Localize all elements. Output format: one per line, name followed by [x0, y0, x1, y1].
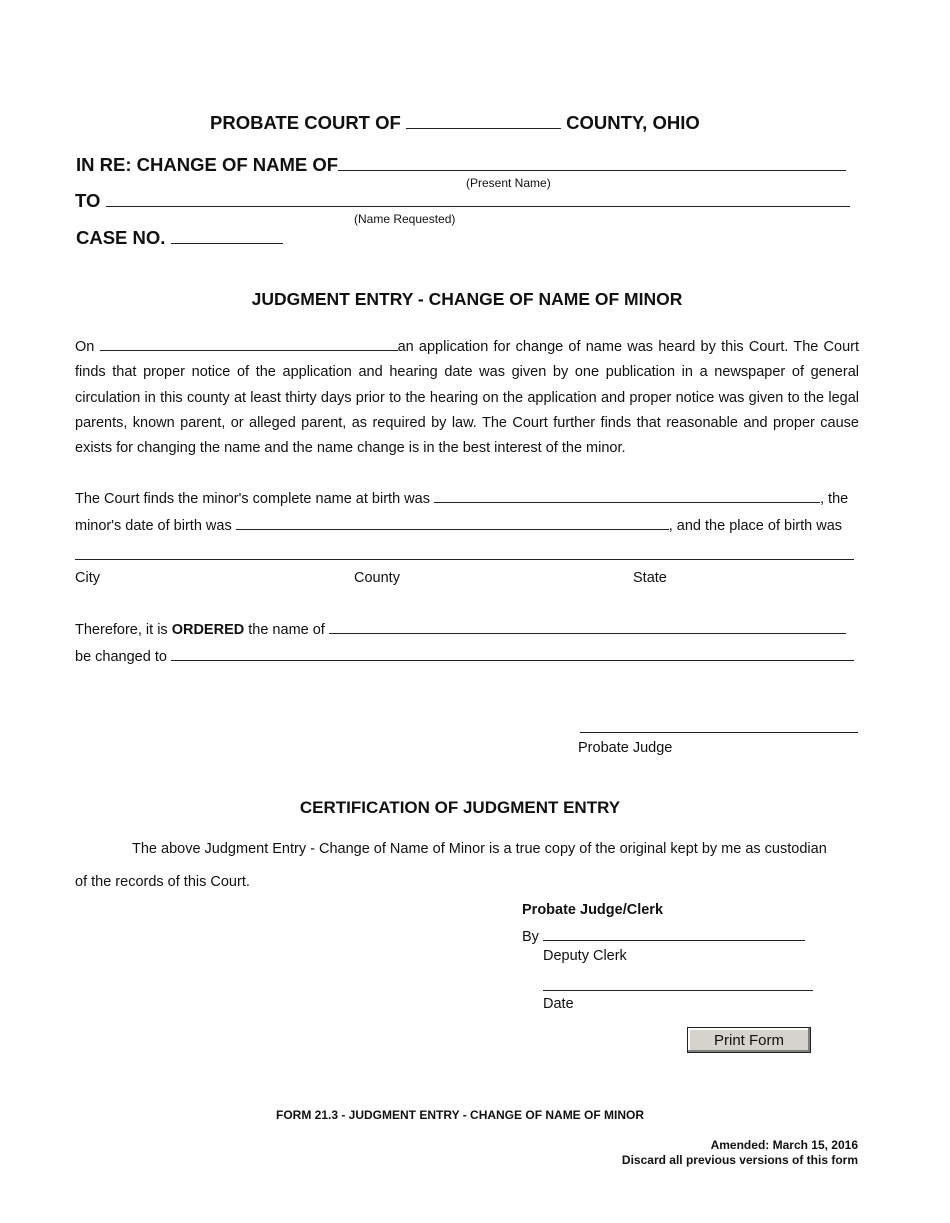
changed-to-row	[75, 649, 854, 665]
birthplace-field[interactable]	[75, 559, 854, 560]
judge-signature-label: Probate Judge	[578, 740, 673, 756]
intro-continuation: finds that proper notice of the application and hearing date was given by one publication in a newspaper of general circulation in this county at least thirty days prior to the hearing on the application and proper notice was given to the legal parents, known parent, or alleged parent, as required by law. The Court further finds that reasonable and proper cause exists for changing the name and the name change is in the best interest of the minor.	[75, 364, 859, 457]
by-label: By	[522, 929, 539, 945]
dob-field[interactable]	[236, 528, 669, 530]
in-re-row	[76, 154, 846, 176]
present-name-field[interactable]	[338, 169, 846, 171]
hearing-date-field[interactable]	[100, 349, 398, 351]
amended-date: Amended: March 15, 2016	[710, 1138, 858, 1152]
discard-notice: Discard all previous versions of this form	[621, 1153, 858, 1167]
certification-line-1: The above Judgment Entry - Change of Name of Minor is a true copy of the original kept by me as custodian	[132, 841, 827, 857]
new-name-field[interactable]	[171, 659, 854, 661]
county-label: County	[354, 570, 400, 586]
court-heading	[210, 112, 700, 134]
case-no-field[interactable]	[171, 242, 283, 244]
name-requested-caption: (Name Requested)	[354, 212, 456, 226]
in-re-label: IN RE: CHANGE OF NAME OF	[76, 154, 339, 175]
birth-name-row	[75, 491, 848, 507]
by-row	[522, 929, 805, 945]
changed-to-label: be changed to	[75, 649, 167, 665]
print-form-button[interactable]: Print Form	[687, 1027, 811, 1053]
order-prefix: Therefore, it is	[75, 622, 168, 638]
form-name: FORM 21.3 - JUDGMENT ENTRY - CHANGE OF NAME OF MINOR	[276, 1108, 645, 1122]
date-field[interactable]	[543, 990, 813, 991]
birth-name-field[interactable]	[434, 501, 820, 503]
dob-row	[75, 518, 842, 534]
state-label: State	[633, 570, 667, 586]
deputy-signature-field[interactable]	[543, 939, 805, 941]
to-row	[75, 190, 850, 212]
page-title: JUDGMENT ENTRY - CHANGE OF NAME OF MINOR	[251, 289, 683, 309]
current-name-field[interactable]	[329, 632, 846, 634]
case-no-label: CASE NO.	[76, 227, 166, 248]
birth-name-label: The Court finds the minor's complete name at birth was	[75, 491, 430, 507]
certification-title: CERTIFICATION OF JUDGMENT ENTRY	[299, 798, 621, 817]
present-name-caption: (Present Name)	[466, 176, 551, 190]
intro-text: an application for change of name was heard by this Court. The Court	[397, 339, 860, 355]
ordered-word: ORDERED	[171, 622, 245, 638]
court-suffix: COUNTY, OHIO	[566, 112, 700, 133]
certification-line-2: of the records of this Court.	[75, 874, 250, 890]
judge-signature-line[interactable]	[580, 732, 858, 733]
on-label: On	[75, 339, 95, 355]
order-name-of: the name of	[248, 622, 325, 638]
birth-name-suffix: , the	[819, 491, 849, 507]
court-prefix: PROBATE COURT OF	[210, 112, 401, 133]
intro-paragraph	[75, 335, 859, 461]
case-no-row	[76, 227, 283, 249]
name-requested-field[interactable]	[106, 205, 850, 207]
dob-label: minor's date of birth was	[75, 518, 232, 534]
order-row	[75, 622, 846, 638]
to-label: TO	[75, 190, 101, 211]
county-field[interactable]	[406, 127, 561, 129]
date-label: Date	[543, 996, 574, 1012]
city-label: City	[75, 570, 100, 586]
dob-suffix: , and the place of birth was	[668, 518, 843, 534]
deputy-clerk-label: Deputy Clerk	[543, 948, 627, 964]
clerk-title: Probate Judge/Clerk	[522, 902, 664, 918]
